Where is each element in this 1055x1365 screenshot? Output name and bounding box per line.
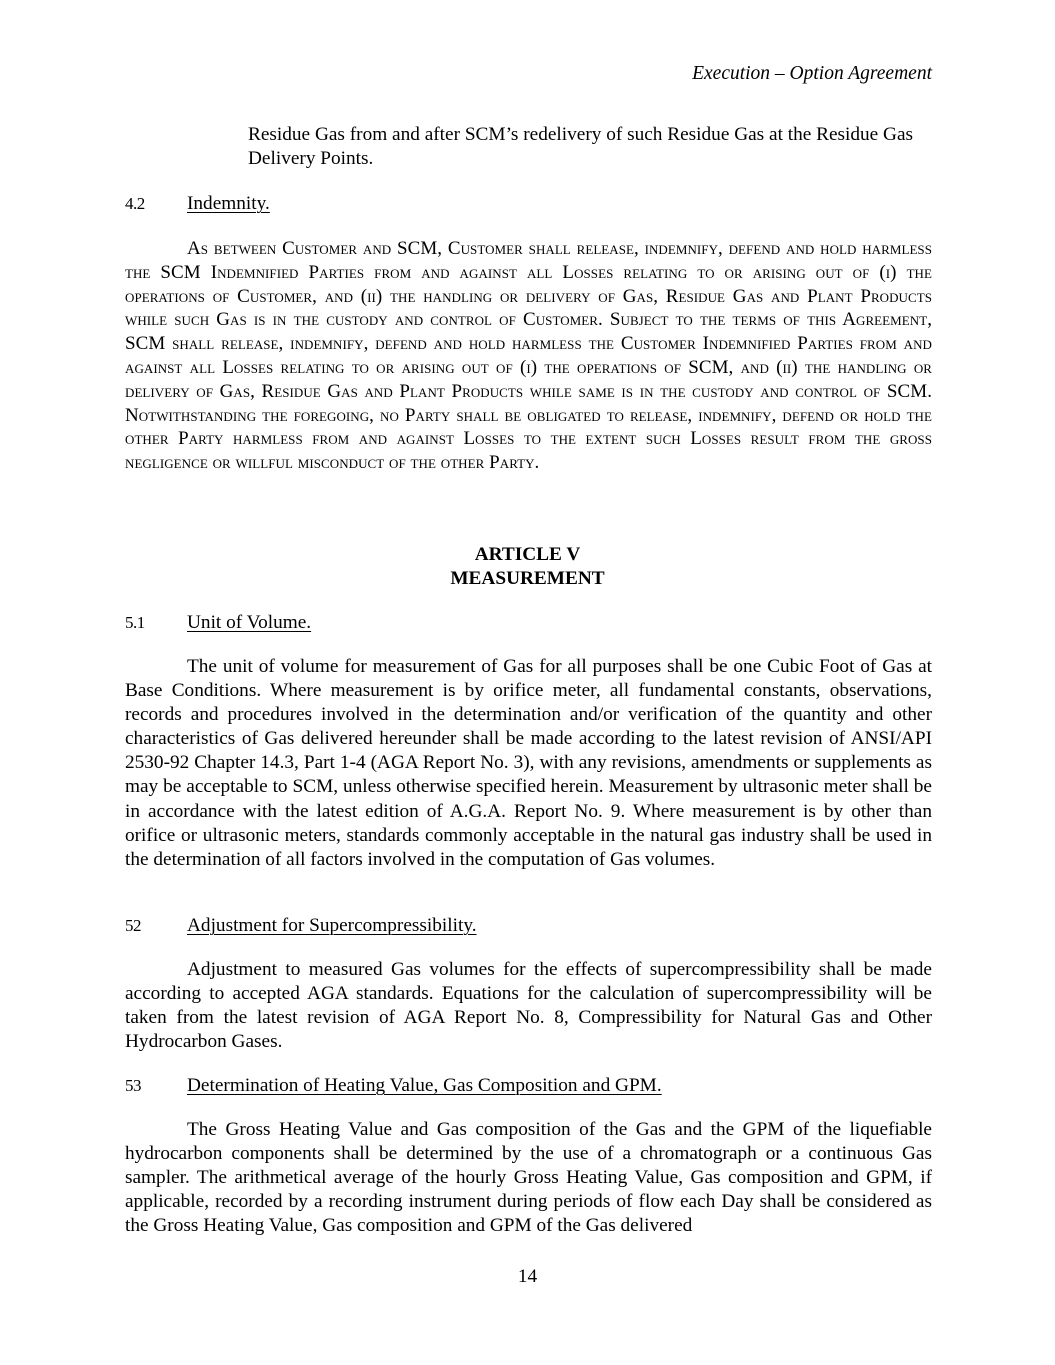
- running-header: Execution – Option Agreement: [692, 63, 932, 84]
- section-number: 52: [125, 916, 141, 935]
- section-number: 5.1: [125, 613, 145, 632]
- section-heading-5-1: [125, 611, 311, 635]
- section-body-4-2: As between Customer and SCM, Customer shall release, indemnify, defend and hold harmless the SCM Indemnified Parties from and against all Losses relating to or arising out of (i) the operations of Customer, and (ii) the handling or delivery of Gas, Residue Gas and Plant Products while such Gas is in the custody and control of Customer. Subject to the terms of this Agreement, SCM shall release, indemnify, defend and hold harmless the Customer Indemnified Parties from and against all Losses relating to or arising out of (i) the operations of SCM, and (ii) the handling or delivery of Gas, Residue Gas and Plant Products while same is in the custody and control of SCM. Notwithstanding the foregoing, no Party shall be obligated to release, indemnify, defend or hold the other Party harmless from and against Losses to the extent such Losses result from the gross negligence or willful misconduct of the other Party.: [125, 238, 932, 474]
- section-title: Indemnity.: [187, 193, 270, 214]
- section-title: Determination of Heating Value, Gas Composition and GPM.: [187, 1075, 662, 1096]
- section-body-5-2: Adjustment to measured Gas volumes for the effects of supercompressibility shall be made according to accepted AGA standards. Equations for the calculation of supercompressibility will be taken from the latest revision of AGA Report No. 8, Compressibility for Natural Gas and Other Hydrocarbon Gases.: [125, 959, 932, 1053]
- section-number: 53: [125, 1076, 141, 1095]
- section-heading-4-2: [125, 192, 270, 216]
- section-heading-5-2: [125, 914, 477, 938]
- page-number: 14: [517, 1266, 538, 1287]
- article-label: ARTICLE V: [474, 544, 581, 565]
- section-title: Unit of Volume.: [187, 612, 312, 633]
- section-number: 4.2: [125, 194, 145, 213]
- article-title: MEASUREMENT: [450, 568, 605, 589]
- section-title: Adjustment for Supercompressibility.: [187, 915, 477, 936]
- section-body-5-3: The Gross Heating Value and Gas composition of the Gas and the GPM of the liquefiable hydrocarbon components shall be determined by the use of a chromatograph or a continuous Gas sampler. The arithmetical average of the hourly Gross Heating Value, Gas composition and GPM, if applicable, recorded by a recording instrument during periods of flow each Day shall be considered as the Gross Heating Value, Gas composition and GPM of the Gas delivered: [125, 1119, 932, 1237]
- section-body-5-1: The unit of volume for measurement of Gas for all purposes shall be one Cubic Foot of Gas at Base Conditions. Where measurement is by orifice meter, all fundamental constants, observations, records and procedures involved in the determination and/or verification of the quantity and other characteristics of Gas delivered hereunder shall be made according to the latest revision of ANSI/API 2530-92 Chapter 14.3, Part 1-4 (AGA Report No. 3), with any revisions, amendments or supplements as may be acceptable to SCM, unless otherwise specified herein. Measurement by ultrasonic meter shall be in accordance with the latest edition of A.G.A. Report No. 9. Where measurement is by other than orifice or ultrasonic meters, standards commonly acceptable in the natural gas industry shall be used in the determination of all factors involved in the computation of Gas volumes.: [125, 656, 932, 870]
- section-heading-5-3: [125, 1074, 662, 1098]
- article-heading: [0, 543, 1055, 591]
- continuation-paragraph: Residue Gas from and after SCM’s redelivery of such Residue Gas at the Residue Gas Delivery Points.: [248, 124, 914, 170]
